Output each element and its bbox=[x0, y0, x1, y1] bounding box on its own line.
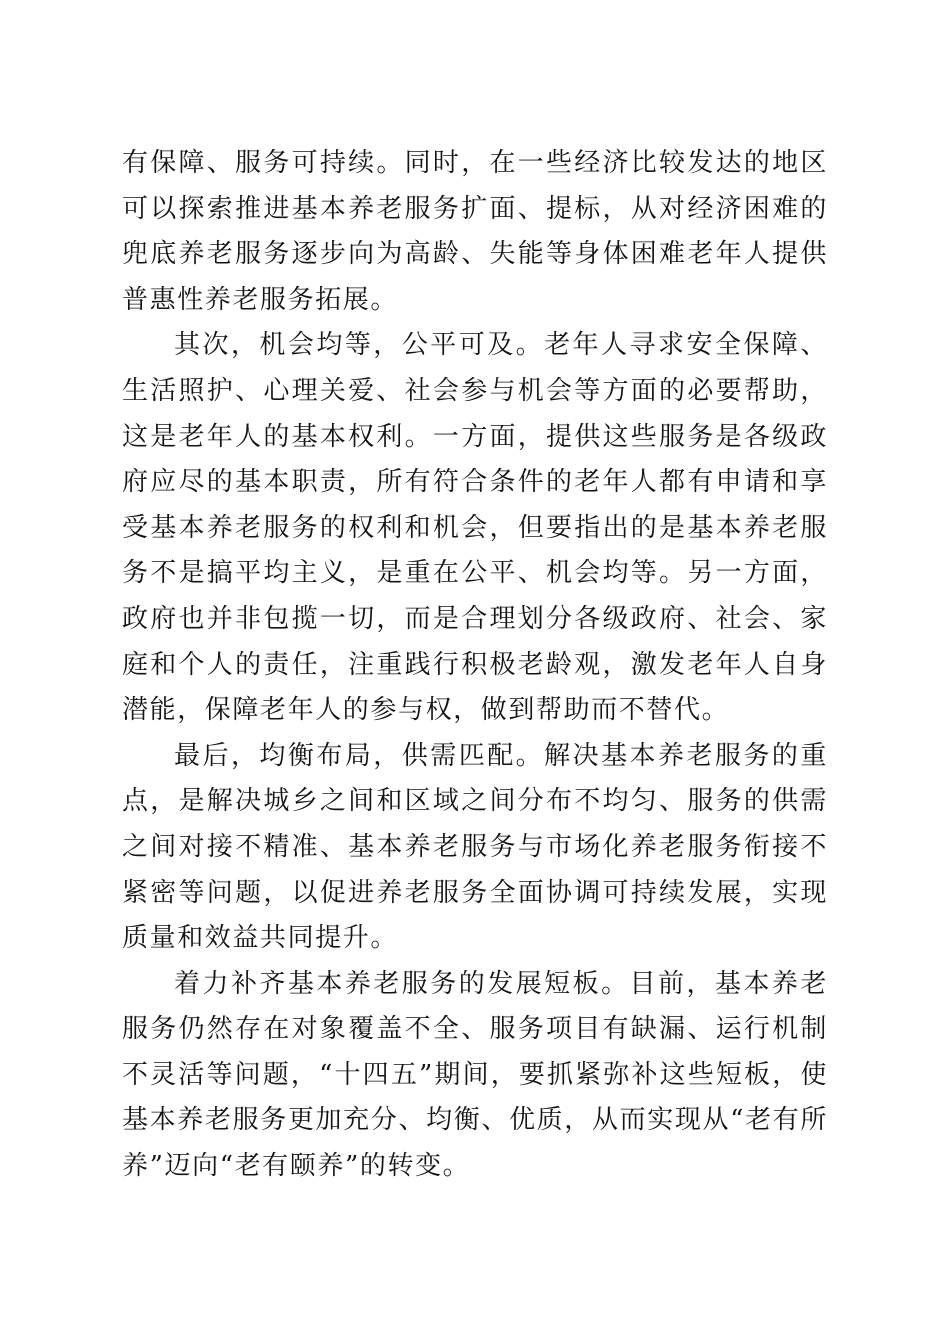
paragraph-continuation: 有保障、服务可持续。同时，在一些经济比较发达的地区可以探索推进基本养老服务扩面、提标，从对经济困难的兜底养老服务逐步向为高龄、失能等身体困难老年人提供普惠性养老服务拓展。 bbox=[122, 148, 828, 315]
paragraph-second: 其次，机会均等，公平可及。老年人寻求安全保障、生活照护、心理关爱、社会参与机会等方面的必要帮助，这是老年人的基本权利。一方面，提供这些服务是各级政府应尽的基本职责，所有符合条件的老年人都有申请和享受基本养老服务的权利和机会，但要指出的是基本养老服务不是搞平均主义，是重在公平、机会均等。另一方面，政府也并非包揽一切，而是合理划分各级政府、社会、家庭和个人的责任，注重践行积极老龄观，激发老年人自身潜能，保障老年人的参与权，做到帮助而不替代。 bbox=[122, 330, 828, 726]
paragraph-last: 最后，均衡布局，供需匹配。解决基本养老服务的重点，是解决城乡之间和区域之间分布不均匀、服务的供需之间对接不精准、基本养老服务与市场化养老服务衔接不紧密等问题，以促进养老服务全面协调可持续发展，实现质量和效益共同提升。 bbox=[122, 740, 828, 954]
document-body bbox=[122, 141, 828, 1190]
paragraph-shortboard: 着力补齐基本养老服务的发展短板。目前，基本养老服务仍然存在对象覆盖不全、服务项目有缺漏、运行机制不灵活等问题，“十四五”期间，要抓紧弥补这些短板，使基本养老服务更加充分、均衡、优质，从而实现从“老有所养”迈向“老有颐养”的转变。 bbox=[122, 968, 828, 1182]
